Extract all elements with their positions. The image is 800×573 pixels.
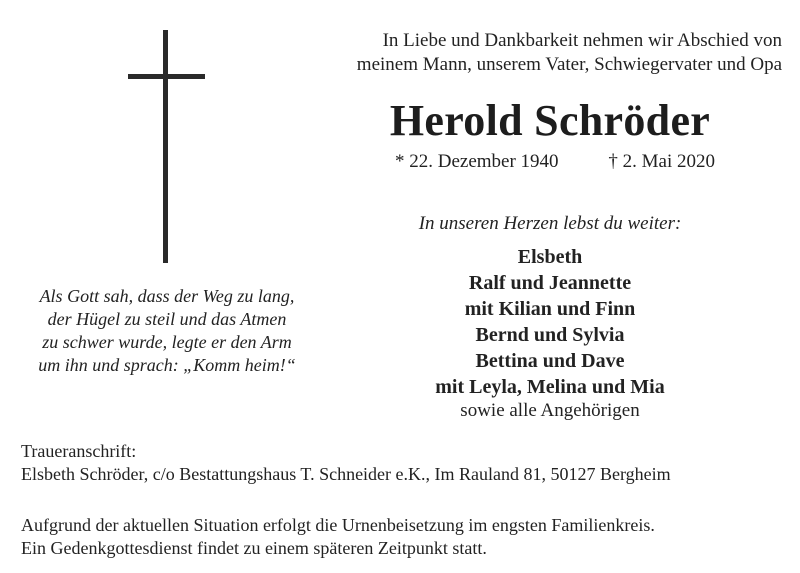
motto: In unseren Herzen lebst du weiter: <box>418 213 682 234</box>
family-member: Bernd und Sylvia <box>475 324 625 346</box>
poem-line: der Hügel zu steil und das Atmen <box>47 309 287 329</box>
deceased-name: Herold Schröder <box>389 96 711 145</box>
mourning-address <box>21 440 781 486</box>
family-member: Elsbeth <box>517 246 583 268</box>
family-member: mit Leyla, Melina und Mia <box>435 376 665 398</box>
poem-line: zu schwer wurde, legte er den Arm <box>42 332 292 352</box>
death-date: † 2. Mai 2020 <box>608 151 715 172</box>
relatives: sowie alle Angehörigen <box>460 400 640 421</box>
intro-line: In Liebe und Dankbarkeit nehmen wir Abschied von <box>382 30 782 51</box>
family-member: Bettina und Dave <box>475 350 625 372</box>
notice-line: Aufgrund der aktuellen Situation erfolgt die Urnenbeisetzung im engsten Familienkreis. <box>21 515 655 535</box>
cross-horizontal-bar <box>128 74 205 79</box>
life-dates <box>395 150 715 174</box>
burial-notice <box>21 514 781 560</box>
family-member: mit Kilian und Finn <box>464 298 636 320</box>
poem-line: Als Gott sah, dass der Weg zu lang, <box>39 286 295 306</box>
family-member: Ralf und Jeannette <box>468 272 632 294</box>
address-label: Traueranschrift: <box>21 441 137 461</box>
poem-line: um ihn und sprach: „Komm heim!“ <box>38 355 296 375</box>
intro-line: meinem Mann, unserem Vater, Schwiegervater und Opa <box>356 54 782 75</box>
notice-line: Ein Gedenkgottesdienst findet zu einem späteren Zeitpunkt statt. <box>21 538 487 558</box>
cross-vertical-bar <box>163 30 168 263</box>
poem <box>12 285 322 377</box>
address-text: Elsbeth Schröder, c/o Bestattungshaus T. Schneider e.K., Im Rauland 81, 50127 Bergheim <box>21 464 671 484</box>
family-list <box>330 244 770 400</box>
birth-date: * 22. Dezember 1940 <box>395 151 559 172</box>
intro-text <box>318 29 782 77</box>
